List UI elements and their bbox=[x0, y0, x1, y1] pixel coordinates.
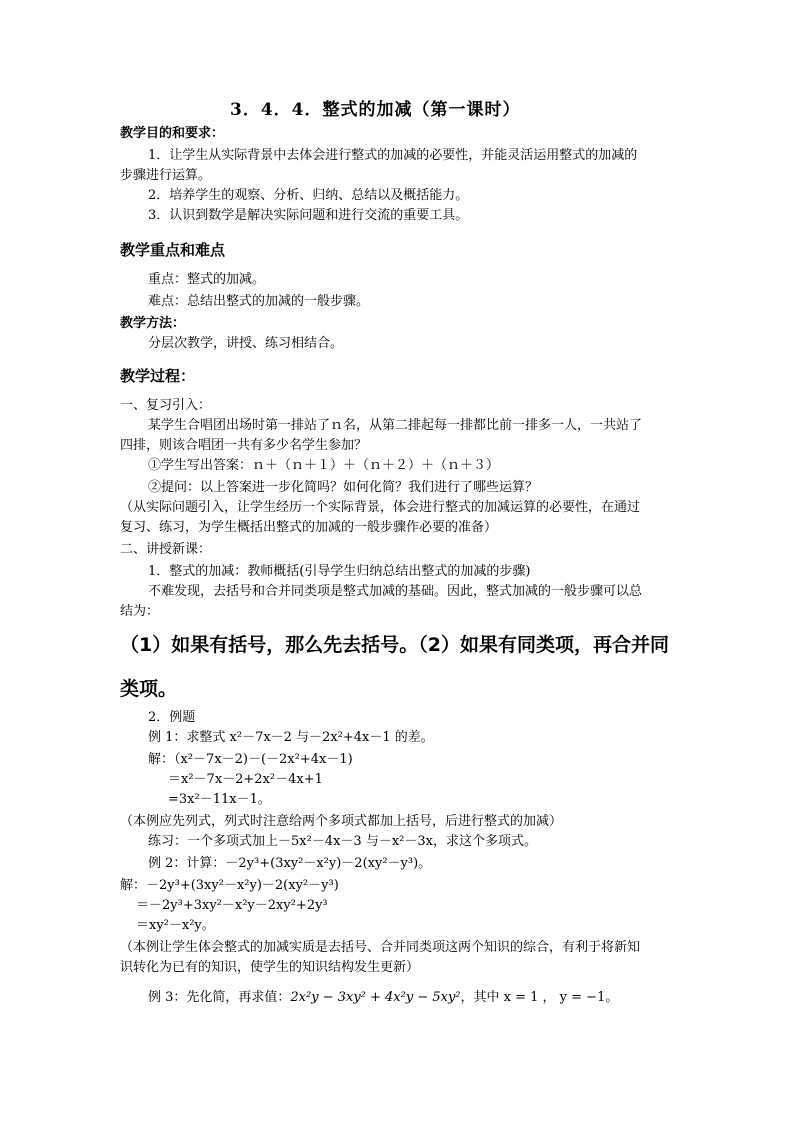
objective-1-line-2: 步骤进行运算。 bbox=[120, 168, 212, 183]
process-heading: 教学过程： bbox=[120, 367, 196, 385]
review-question-line-1: 某学生合唱团出场时第一排站了ｎ名，从第二排起每一排都比前一排多一人，一共站了 bbox=[148, 418, 643, 433]
example-2-question: 例 2：计算：－2y³+(3xy²－x²y)－2(xy²－y³)。 bbox=[148, 856, 432, 871]
example-1-note: （本例应先列式，列式时注意给两个多项式都加上括号，后进行整式的加减） bbox=[120, 814, 563, 829]
rule-line-2: 类项。 bbox=[120, 678, 178, 700]
rule-line-1: （1）如果有括号，那么先去括号。（2）如果有同类项，再合并同 bbox=[120, 634, 669, 656]
example-1-step-3: =3x²－11x－1。 bbox=[168, 792, 271, 807]
review-answer-2: ②提问：以上答案进一步化简吗？如何化简？我们进行了哪些运算？ bbox=[148, 480, 539, 495]
teach-point-1: 1．整式的加减：教师概括(引导学生归纳总结出整式的加减的步骤) bbox=[148, 564, 531, 579]
objectives-heading: 教学目的和要求： bbox=[120, 126, 225, 141]
objective-3: 3．认识到数学是解决实际问题和进行交流的重要工具。 bbox=[148, 208, 469, 223]
example-3-label: 例 3：先化简，再求值： bbox=[148, 990, 291, 1005]
example-2-step-1: 解：－2y³+(3xy²－x²y)－2(xy²－y³) bbox=[120, 878, 339, 893]
example-2-note-line-2: 识转化为已有的知识，使学生的知识结构发生更新） bbox=[120, 960, 420, 975]
key-point: 重点：整式的加减。 bbox=[148, 272, 266, 287]
objective-2: 2．培养学生的观察、分析、归纳、总结以及概括能力。 bbox=[148, 188, 469, 203]
method-heading: 教学方法： bbox=[120, 316, 186, 331]
example-1-step-2: ＝x²－7x－2+2x²－4x+1 bbox=[168, 772, 323, 787]
teach-point-2-line-1: 不难发现，去括号和合并同类项是整式加减的基础。因此，整式加减的一般步骤可以总 bbox=[148, 584, 643, 599]
method-text: 分层次教学，讲授、练习相结合。 bbox=[148, 336, 344, 351]
objective-1-line-1: 1．让学生从实际背景中去体会进行整式的加减的必要性，并能灵活运用整式的加减的 bbox=[148, 148, 638, 163]
page-title: 3．4．4．整式的加减（第一课时） bbox=[230, 100, 521, 120]
review-heading: 一、复习引入： bbox=[120, 398, 212, 413]
review-question-line-2: 四排，则该合唱团一共有多少名学生参加？ bbox=[120, 438, 368, 453]
examples-heading: 2．例题 bbox=[148, 710, 196, 725]
teach-heading: 二、讲授新课： bbox=[120, 542, 212, 557]
example-3 bbox=[148, 988, 618, 1008]
example-2-step-2: ＝－2y³+3xy²－x²y－2xy²+2y³ bbox=[136, 898, 328, 913]
keypoints-heading: 教学重点和难点 bbox=[120, 241, 226, 259]
review-note-line-2: 复习、练习，为学生概括出整式的加减的一般步骤作必要的准备） bbox=[120, 520, 498, 535]
review-answer-1: ①学生写出答案：ｎ＋（ｎ＋１）＋（ｎ＋２）＋（ｎ＋３） bbox=[148, 458, 500, 473]
example-1-question: 例 1：求整式 x²－7x－2 与－2x²+4x－1 的差。 bbox=[148, 730, 434, 745]
practice-question: 练习：一个多项式加上－5x²－4x－3 与－x²－3x，求这个多项式。 bbox=[148, 834, 537, 849]
example-3-condition: ，其中 x = 1 ， y = −1。 bbox=[460, 990, 619, 1005]
example-3-expression: 2x²y − 3xy² + 4x²y − 5xy² bbox=[290, 990, 461, 1005]
teach-point-2-line-2: 结为： bbox=[120, 604, 160, 619]
review-note-line-1: （从实际问题引入，让学生经历一个实际背景，体会进行整式的加减运算的必要性，在通过 bbox=[120, 500, 641, 515]
example-1-step-1: 解：（x²－7x－2)－(－2x²+4x－1) bbox=[148, 752, 353, 767]
example-2-step-3: ＝xy²－x²y。 bbox=[136, 918, 215, 933]
difficult-point: 难点：总结出整式的加减的一般步骤。 bbox=[148, 294, 370, 309]
example-2-note-line-1: （本例让学生体会整式的加减实质是去括号、合并同类项这两个知识的综合，有利于将新知 bbox=[120, 940, 641, 955]
